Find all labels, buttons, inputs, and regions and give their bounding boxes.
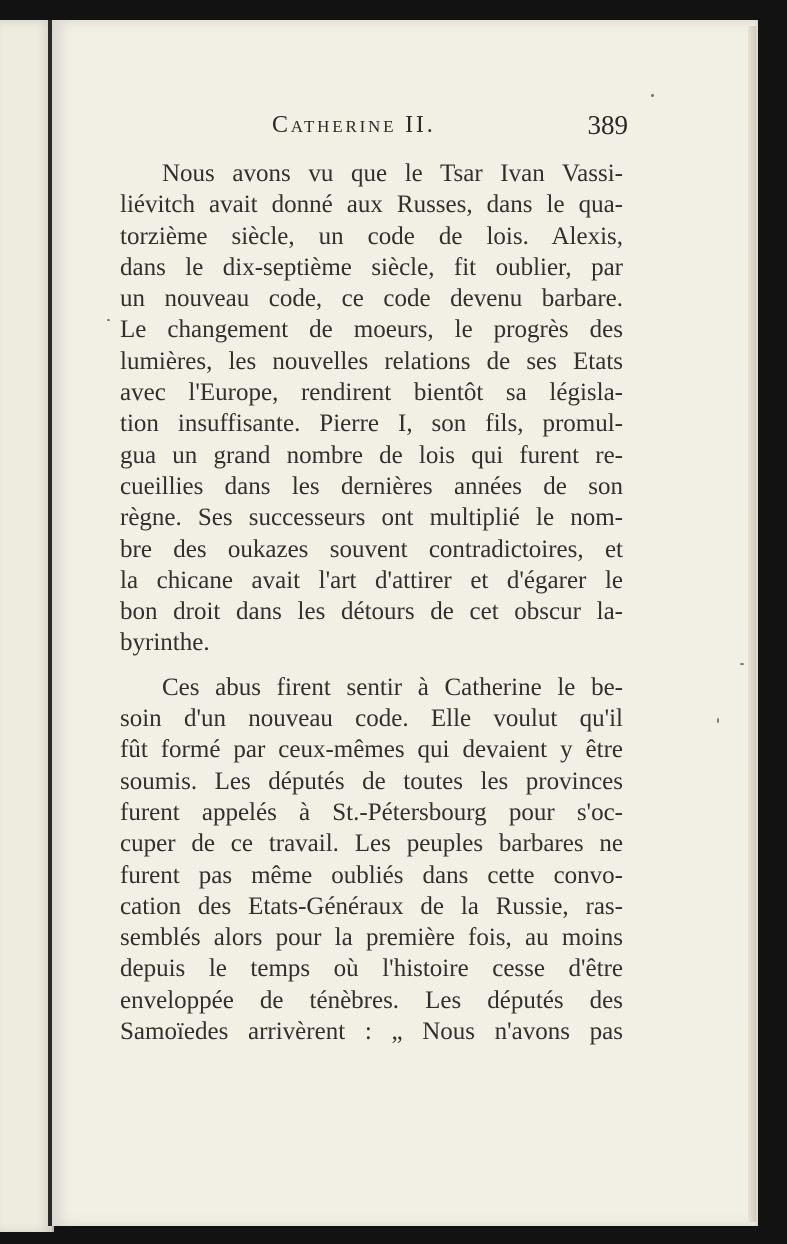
paragraph-gap	[120, 659, 623, 672]
running-title: Catherine II.	[272, 112, 436, 138]
text-line: fût formé par ceux-mêmes qui devaient y être	[120, 736, 623, 764]
text-line: Nous avons vu que le Tsar Ivan Vassi-	[162, 160, 623, 187]
text-line: semblés alors pour la première fois, au moins	[120, 924, 623, 952]
text-line: torzième siècle, un code de lois. Alexis,	[120, 222, 623, 250]
text-line: cuper de ce travail. Les peuples barbares ne	[120, 830, 623, 858]
text-line: règne. Ses successeurs ont multiplié le nom-	[120, 504, 623, 532]
text-line: byrinthe.	[120, 629, 210, 657]
text-line: lumières, les nouvelles relations de ses Etats	[120, 347, 623, 375]
text-line: cueillies dans les dernières années de son	[120, 472, 623, 500]
text-line: Ces abus firent sentir à Catherine le be-	[162, 673, 623, 701]
text-line: bon droit dans les détours de cet obscur la-	[120, 598, 623, 626]
text-line: soumis. Les députés de toutes les provinces	[120, 767, 623, 795]
paper-speck	[107, 319, 110, 321]
text-line: furent pas même oubliés dans cette convo-	[120, 861, 623, 889]
paper-speck	[651, 94, 654, 97]
paper-speck	[717, 718, 719, 723]
text-line: avec l'Europe, rendirent bientôt sa législa-	[120, 379, 623, 407]
text-line: dans le dix-septième siècle, fit oublier, par	[120, 253, 623, 281]
text-line: gua un grand nombre de lois qui furent re-	[120, 441, 623, 469]
text-line: liévitch avait donné aux Russes, dans le qua-	[120, 191, 623, 219]
text-line: enveloppée de ténèbres. Les députés des	[120, 986, 623, 1014]
text-line: cation des Etats-Généraux de la Russie, ras-	[120, 892, 623, 920]
text-line: Le changement de moeurs, le progrès des	[120, 316, 623, 344]
body-text	[120, 158, 623, 1047]
previous-page-edge	[0, 20, 54, 1232]
text-line: furent appelés à St.-Pétersbourg pour s'oc-	[120, 798, 623, 826]
paper-speck	[740, 663, 744, 665]
text-line: bre des oukazes souvent contradictoires, et	[120, 535, 623, 563]
text-line: soin d'un nouveau code. Elle voulut qu'il	[120, 705, 623, 733]
page-header	[272, 110, 628, 146]
text-line: un nouveau code, ce code devenu barbare.	[120, 285, 623, 313]
paragraph-2	[120, 672, 623, 1048]
page-number: 389	[587, 110, 628, 140]
text-line: Samoïedes arrivèrent : „ Nous n'avons pas	[120, 1018, 623, 1046]
text-line: depuis le temps où l'histoire cesse d'être	[120, 955, 623, 983]
text-line: la chicane avait l'art d'attirer et d'égarer le	[120, 566, 623, 594]
page-right-edge	[748, 26, 756, 1222]
text-line: tion insuffisante. Pierre I, son fils, promul-	[120, 410, 623, 438]
paragraph-1	[120, 158, 623, 659]
